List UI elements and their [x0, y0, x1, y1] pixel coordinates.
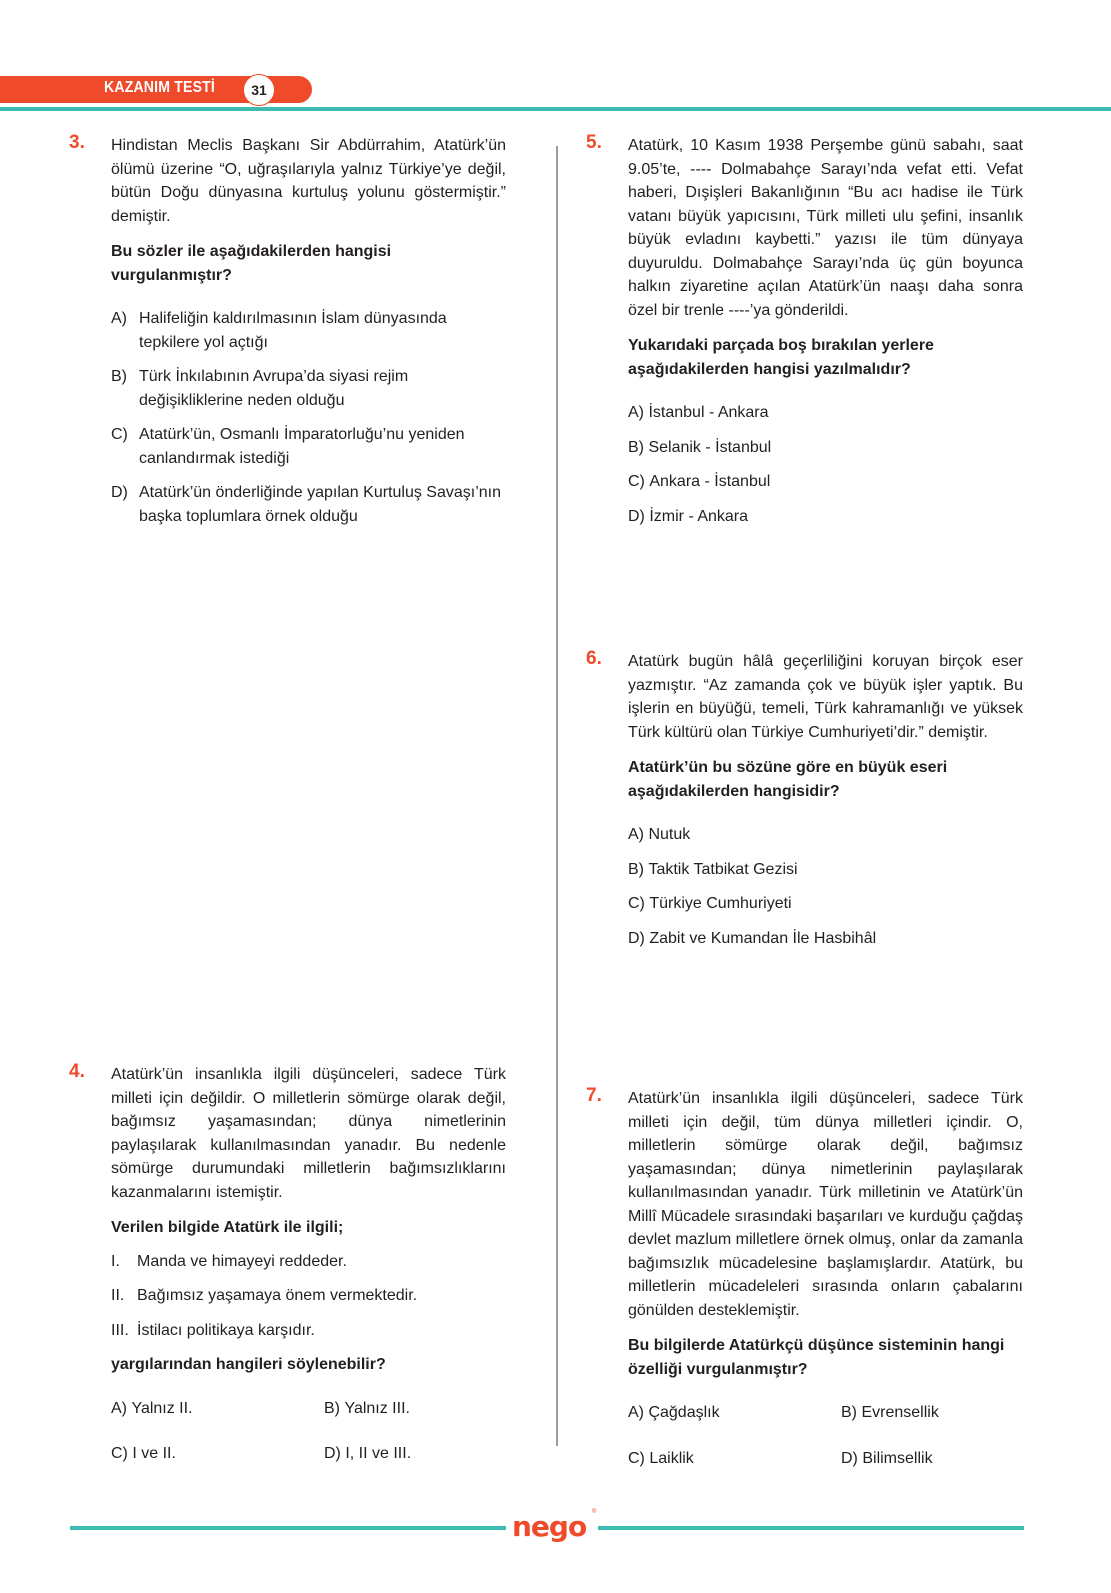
answer-options [628, 401, 1023, 528]
option-d[interactable]: D) I, II ve III. [324, 1445, 412, 1462]
option-b[interactable]: B) Yalnız III. [324, 1399, 410, 1417]
option-b[interactable]: B) Türk İnkılabının Avrupa’da siyasi rejim değişikliklerine neden olduğu [111, 368, 409, 409]
statement-list [111, 1250, 506, 1343]
statement-3: III. İstilacı politikaya karşıdır. [111, 1321, 315, 1339]
answer-options [628, 823, 1023, 950]
footer-rule-left [70, 1526, 506, 1530]
question-number: 6. [586, 648, 602, 669]
statement-1: I. Manda ve himayeyi reddeder. [111, 1252, 347, 1270]
option-c[interactable]: C) Atatürk’ün, Osmanlı İmparatorluğu’nu yeniden canlandırmak istediği [111, 426, 465, 467]
registered-mark-icon: ® [592, 1509, 597, 1515]
option-a[interactable]: A) Çağdaşlık [628, 1404, 720, 1421]
statement-2: II. Bağımsız yaşamaya önem vermektedir. [111, 1287, 418, 1304]
question-number: 4. [69, 1061, 85, 1082]
question-stem: Yukarıdaki parçada boş bırakılan yerlere aşağıdakilerden hangisi yazılmalıdır? [628, 337, 934, 378]
option-a[interactable]: A) Yalnız II. [111, 1399, 193, 1417]
option-d[interactable]: D) Atatürk’ün önderliğinde yapılan Kurtuluş Savaşı’nın başka toplumlara örnek olduğu [111, 484, 501, 525]
test-title: KAZANIM TESTİ [104, 79, 216, 96]
footer-rule-right [598, 1526, 1024, 1530]
answer-options [111, 1397, 506, 1477]
question-stem: Bu sözler ile aşağıdakilerden hangisi vurgulanmıştır? [111, 243, 392, 284]
question-7 [586, 1085, 1023, 1481]
question-number: 7. [586, 1085, 602, 1106]
option-a[interactable]: A) Halifeliğin kaldırılmasının İslam dünyasında tepkilere yol açtığı [111, 310, 447, 351]
question-passage: Atatürk’ün insanlıkla ilgili düşünceleri, sadece Türk milleti için değil, tüm dünya milletleri içindir. O, milletlerin sömürge olarak değil, bağımsız yaşamasından; dünya nimetlerinin paylaşılarak kullanılmasından yanadır. Türk milletinin ve Atatürk’ün Millî Mücadele sırasındaki başarıları ve kurduğu çağdaş devlet mazlum milletlere örnek olmuş, onlar da zamanla bağımsızlık mücadelesine başlamışlardır. Atatürk, bu milletlerin mücadeleleri sırasında onların çabalarını gönülden desteklemiştir. [628, 1090, 1023, 1319]
option-b[interactable]: B) Taktik Tatbikat Gezisi [628, 860, 798, 878]
header-rule [0, 107, 1111, 111]
question-stem: yargılarından hangileri söylenebilir? [111, 1356, 386, 1373]
option-d[interactable]: D) İzmir - Ankara [628, 507, 749, 525]
option-d[interactable]: D) Bilimsellik [841, 1449, 933, 1467]
question-6 [586, 648, 1023, 961]
question-number: 5. [586, 132, 602, 153]
question-4 [69, 1061, 506, 1477]
option-b[interactable]: B) Selanik - İstanbul [628, 438, 772, 456]
option-a[interactable]: A) İstanbul - Ankara [628, 404, 769, 421]
question-passage: Atatürk bugün hâlâ geçerliliğini koruyan birçok eser yazmıştır. “Az zamanda çok ve büyük işler yaptık. Bu işlerin en büyüğü, temeli, Türk kahramanlığı ve yüksek Türk kültürü olan Türkiye Cumhuriyeti’dir.” demiştir. [628, 653, 1023, 741]
option-c[interactable]: C) Ankara - İstanbul [628, 473, 771, 490]
question-3 [69, 132, 506, 539]
question-5 [586, 132, 1023, 539]
option-c[interactable]: C) I ve II. [111, 1445, 176, 1462]
option-b[interactable]: B) Evrensellik [841, 1404, 939, 1421]
statements-intro: Verilen bilgide Atatürk ile ilgili; [111, 1219, 344, 1236]
question-stem: Bu bilgilerde Atatürkçü düşünce sisteminin hangi özelliği vurgulanmıştır? [628, 1337, 1005, 1378]
question-passage: Atatürk’ün insanlıkla ilgili düşünceleri, sadece Türk milleti için değildir. O milletlerin sömürge olarak değil, bağımsız yaşamasından; dünya nimetlerinin paylaşılarak kullanılmasından yanadır. Bu nedenle sömürge durumundaki milletlerin bağımsızlıklarını kazanmalarını istemiştir. [111, 1066, 506, 1201]
answer-options [111, 307, 506, 528]
question-stem: Atatürk’ün bu sözüne göre en büyük eseri aşağıdakilerden hangisidir? [628, 759, 948, 800]
option-a[interactable]: A) Nutuk [628, 826, 691, 843]
option-c[interactable]: C) Laiklik [628, 1449, 694, 1467]
question-passage: Atatürk, 10 Kasım 1938 Perşembe günü sabahı, saat 9.05’te, ---- Dolmabahçe Sarayı’nda vefat etti. Vefat haberi, Dışişleri Bakanlığının “Bu acı hadise ile Türk vatanı büyük yapıcısını, Türk milleti ulu şefini, insanlık büyük evladını kaybetti.” yazısı ile tüm dünyaya duyuruldu. Dolmabahçe Sarayı’nda üç gün boyunca halkın ziyaretine açılan Atatürk’ün naaşı daha sonra özel bir trenle ----’ya gönderildi. [628, 137, 1023, 319]
answer-options [628, 1401, 1023, 1481]
option-c[interactable]: C) Türkiye Cumhuriyeti [628, 895, 792, 912]
option-d[interactable]: D) Zabit ve Kumandan İle Hasbihâl [628, 929, 877, 947]
column-divider [556, 146, 558, 1446]
publisher-logo: nego [512, 1510, 587, 1543]
question-number: 3. [69, 132, 85, 153]
question-passage: Hindistan Meclis Başkanı Sir Abdürrahim, Atatürk’ün ölümü üzerine “O, uğraşılarıyla yalnız Türkiye’ye değil, bütün Doğu dünyasına kurtuluş yolunu göstermiştir.” demiştir. [111, 137, 506, 225]
test-number-badge: 31 [243, 74, 275, 106]
